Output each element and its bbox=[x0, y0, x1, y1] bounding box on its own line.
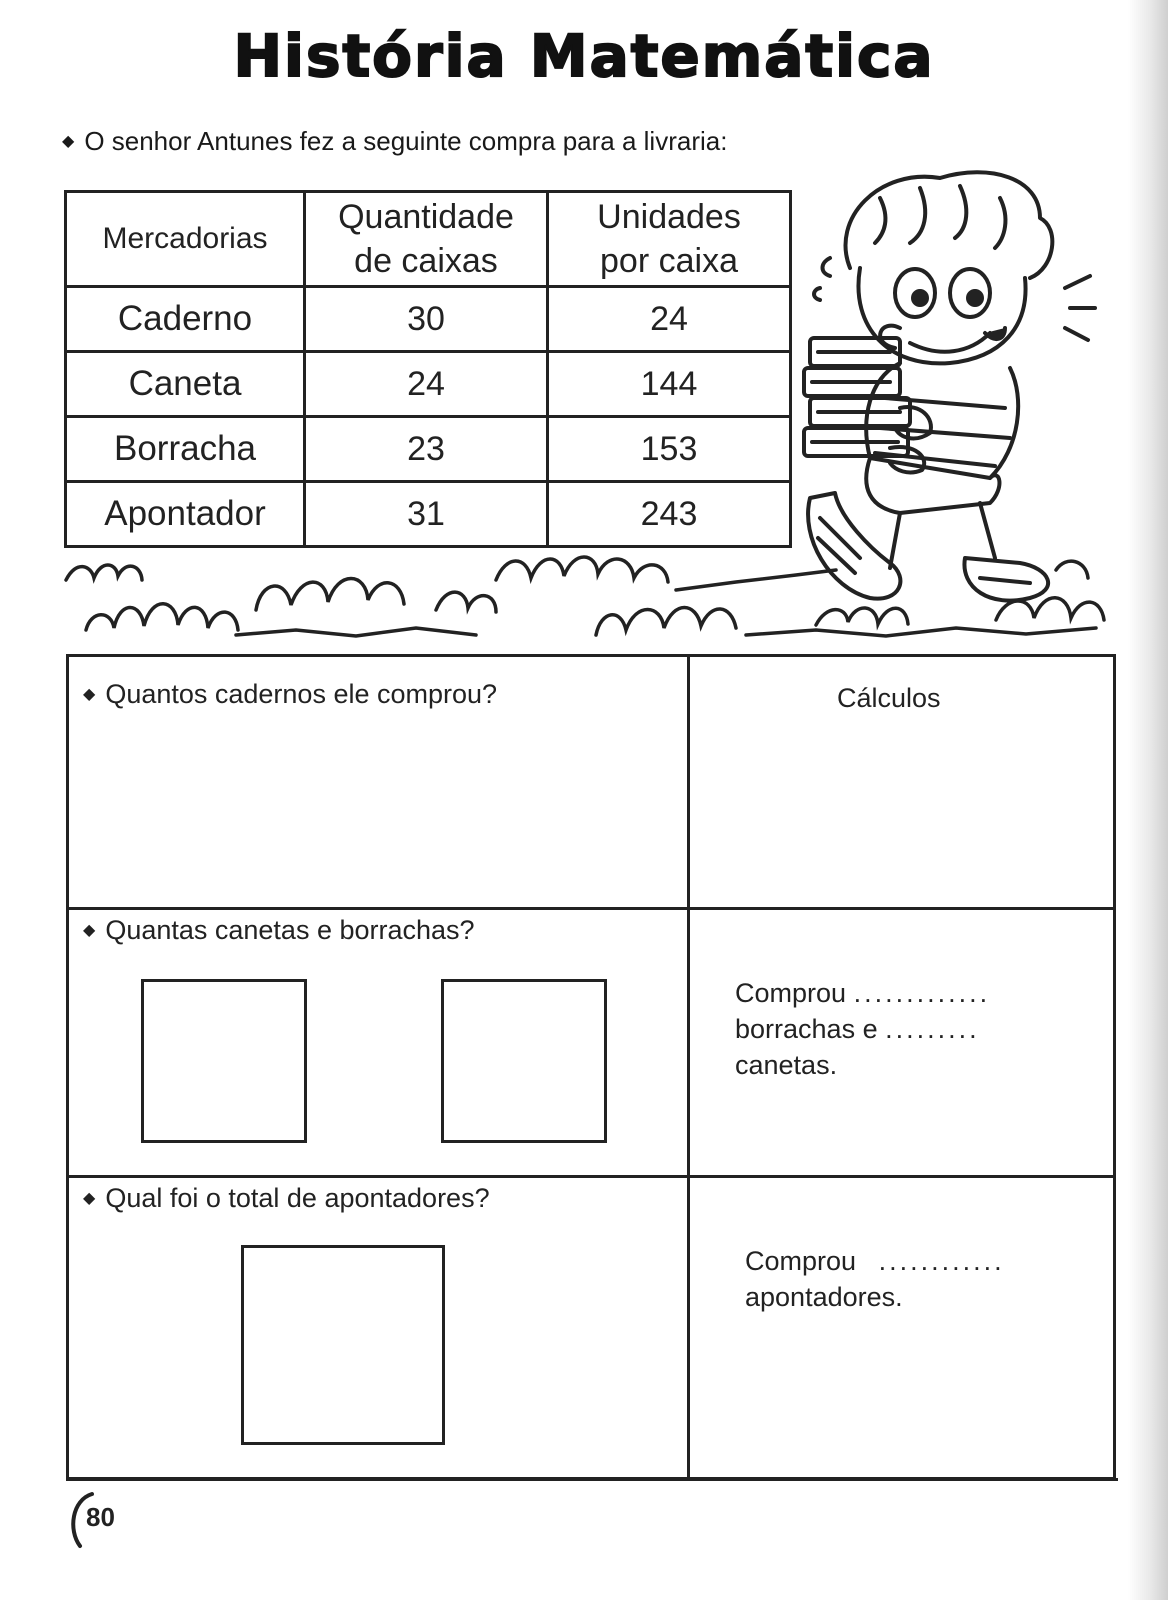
grass-bushes-decoration bbox=[56, 540, 1116, 650]
page-number-label: 80 bbox=[86, 1502, 115, 1532]
page-title: História Matemática bbox=[233, 22, 935, 90]
cell-item: Caneta bbox=[66, 352, 305, 417]
intro-label: O senhor Antunes fez a seguinte compra para a livraria: bbox=[84, 126, 728, 156]
answer-box-apontadores[interactable] bbox=[241, 1245, 445, 1445]
cell-boxes: 30 bbox=[305, 287, 548, 352]
question-1-text: Quantos cadernos ele comprou? bbox=[105, 679, 498, 709]
question-3-text: Qual foi o total de apontadores? bbox=[105, 1183, 490, 1213]
intro-text bbox=[62, 126, 727, 157]
cell-units: 144 bbox=[548, 352, 791, 417]
purchase-table bbox=[64, 190, 792, 548]
cell-units: 24 bbox=[548, 287, 791, 352]
answer-text-3: Comprou ............ apontadores. bbox=[745, 1246, 1005, 1312]
table-row bbox=[66, 482, 791, 547]
row-divider bbox=[69, 1175, 1113, 1178]
diamond-bullet-icon: ◆ bbox=[83, 1190, 96, 1207]
question-2 bbox=[83, 915, 475, 946]
cell-item: Apontador bbox=[66, 482, 305, 547]
header-unidades: Unidades por caixa bbox=[548, 192, 791, 287]
calculations-label: Cálculos bbox=[837, 683, 941, 713]
page-number bbox=[66, 1490, 126, 1550]
table-header-row bbox=[66, 192, 791, 287]
cell-boxes: 31 bbox=[305, 482, 548, 547]
row-divider bbox=[69, 907, 1113, 910]
table-row bbox=[66, 352, 791, 417]
table-row bbox=[66, 287, 791, 352]
cell-boxes: 23 bbox=[305, 417, 548, 482]
answer-text-2: Comprou ............. borrachas e ......... canetas. bbox=[735, 978, 991, 1080]
page-edge-shadow bbox=[1128, 0, 1168, 1600]
diamond-bullet-icon: ◆ bbox=[62, 133, 75, 150]
answer-box-canetas[interactable] bbox=[141, 979, 307, 1143]
answer-box-borrachas[interactable] bbox=[441, 979, 607, 1143]
cell-boxes: 24 bbox=[305, 352, 548, 417]
cell-units: 243 bbox=[548, 482, 791, 547]
exercise-grid bbox=[66, 654, 1116, 1480]
cell-item: Caderno bbox=[66, 287, 305, 352]
diamond-bullet-icon: ◆ bbox=[83, 686, 96, 703]
column-divider bbox=[687, 657, 690, 1477]
question-3 bbox=[83, 1183, 490, 1214]
header-quantidade: Quantidade de caixas bbox=[305, 192, 548, 287]
footer-rule bbox=[66, 1478, 1118, 1481]
table-row bbox=[66, 417, 791, 482]
cell-units: 153 bbox=[548, 417, 791, 482]
header-mercadorias: Mercadorias bbox=[66, 192, 305, 287]
question-2-text: Quantas canetas e borrachas? bbox=[105, 915, 475, 945]
question-1 bbox=[83, 679, 497, 710]
diamond-bullet-icon: ◆ bbox=[83, 922, 96, 939]
cell-item: Borracha bbox=[66, 417, 305, 482]
